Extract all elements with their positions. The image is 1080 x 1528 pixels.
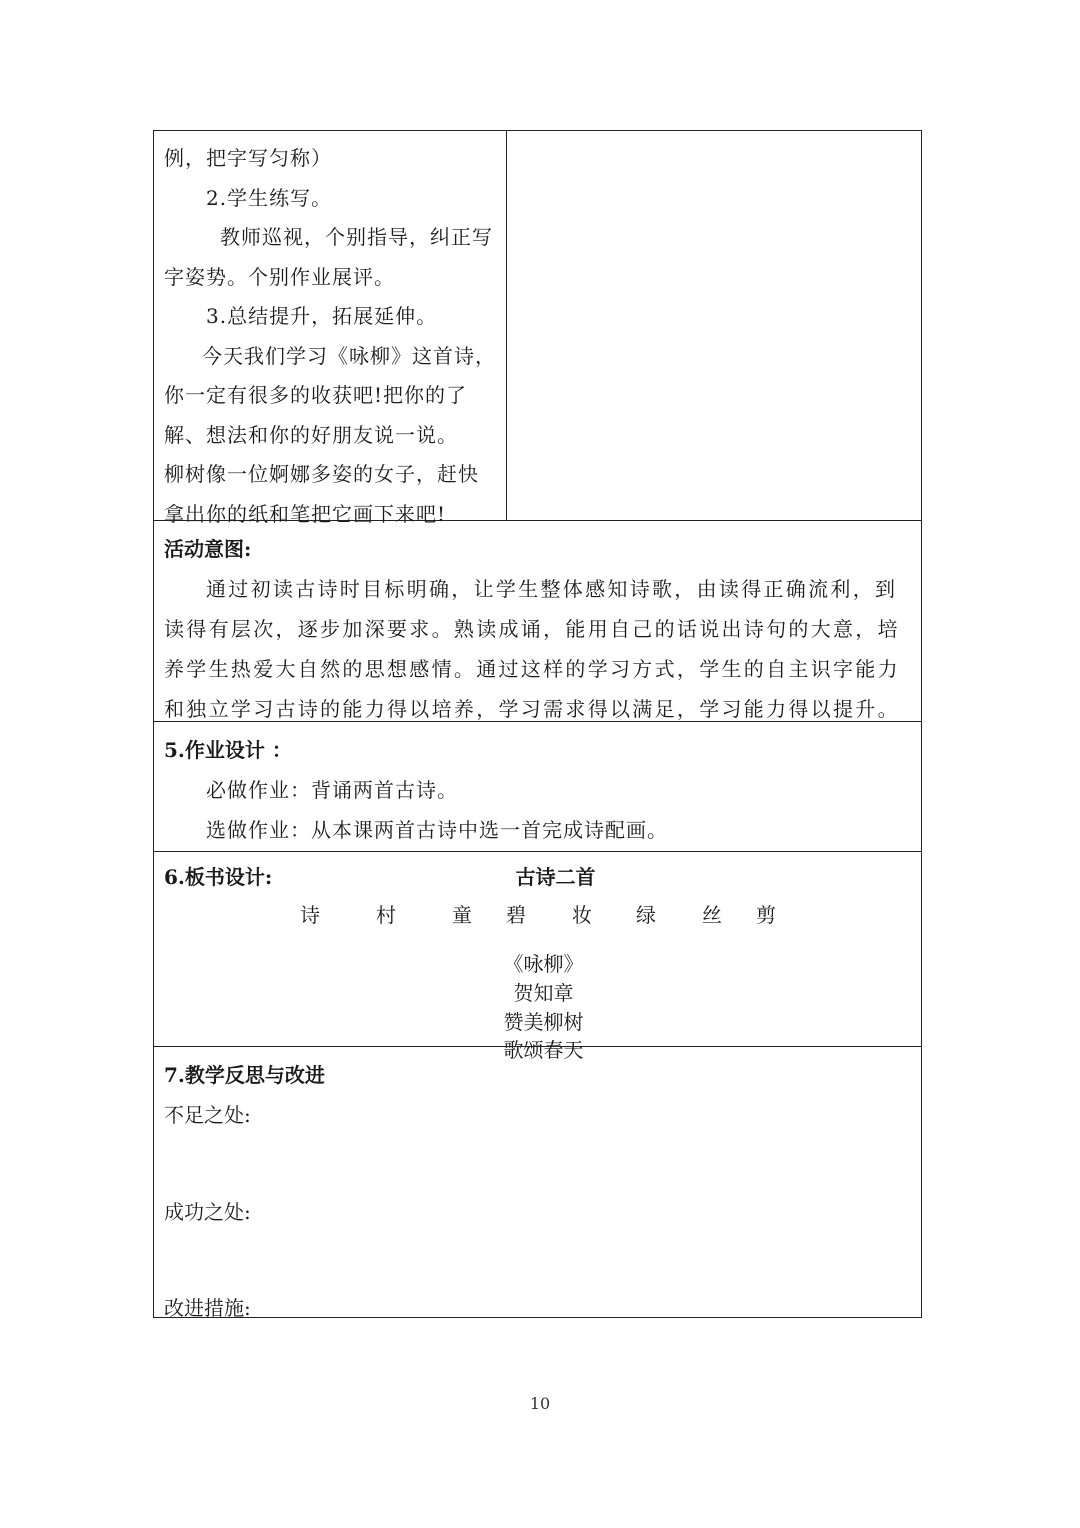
board-line-2: 歌颂春天 (503, 1038, 584, 1062)
activity-intent-section (154, 520, 921, 721)
board-char: 童 (452, 903, 472, 927)
text-line: 字姿势。个别作业展评。 (164, 264, 395, 289)
text-line: 教师巡视，个别指导，纠正写 (220, 225, 493, 249)
board-line-1: 赞美柳树 (503, 1010, 584, 1034)
board-char: 诗 (300, 903, 320, 927)
improvements-label: 改进措施: (164, 1296, 251, 1320)
text-line: 例，把字写匀称） (164, 146, 332, 170)
homework-section (154, 721, 921, 851)
board-poem-title: 《咏柳》 (503, 952, 584, 976)
board-heading: 6.板书设计: (164, 865, 273, 889)
student-activity-cell (507, 131, 921, 520)
teacher-activity-cell (154, 131, 507, 526)
board-char: 碧 (506, 903, 526, 927)
homework-heading: 5.作业设计 ： (164, 738, 292, 762)
activity-row (154, 131, 921, 526)
lesson-plan-table (153, 130, 922, 1318)
text-line: 柳树像一位婀娜多姿的女子，赶快 (164, 462, 479, 486)
homework-required: 必做作业：背诵两首古诗。 (206, 778, 458, 802)
board-design-section (154, 851, 921, 1062)
text-line: 今天我们学习《咏柳》这首诗， (202, 343, 496, 368)
shortcomings-label: 不足之处: (164, 1103, 251, 1127)
text-line: 3.总结提升，拓展延伸。 (206, 304, 438, 328)
text-line: 你一定有很多的收获吧!把你的了 (164, 383, 468, 407)
text-line: 解、想法和你的好朋友说一说。 (164, 422, 458, 447)
successes-label: 成功之处: (164, 1200, 251, 1224)
board-char: 村 (376, 903, 396, 927)
board-char: 剪 (756, 903, 776, 927)
board-title: 古诗二首 (515, 865, 596, 889)
text-line: 2.学生练写。 (206, 185, 333, 210)
text-line: 拿出你的纸和笔把它画下来吧! (164, 501, 447, 526)
board-char: 丝 (702, 903, 722, 927)
reflection-section (154, 1046, 921, 1320)
board-author: 贺知章 (513, 981, 574, 1005)
board-char: 妆 (572, 903, 592, 927)
activity-intent-heading: 活动意图: (164, 537, 252, 561)
homework-optional: 选做作业：从本课两首古诗中选一首完成诗配画。 (206, 818, 668, 842)
activity-intent-body: 通过初读古诗时目标明确，让学生整体感知诗歌，由读得正确流利，到读得有层次，逐步加深要求。熟读成诵，能用自己的话说出诗句的大意，培养学生热爱大自然的思想感情。通过这样的学习方式，学生的自主识字能力和独立学习古诗的能力得以培养，学习需求得以满足，学习能力得以提升。 (164, 577, 900, 721)
page-number: 10 (529, 1394, 551, 1413)
board-char: 绿 (636, 903, 656, 927)
reflection-heading: 7.教学反思与改进 (164, 1063, 325, 1087)
